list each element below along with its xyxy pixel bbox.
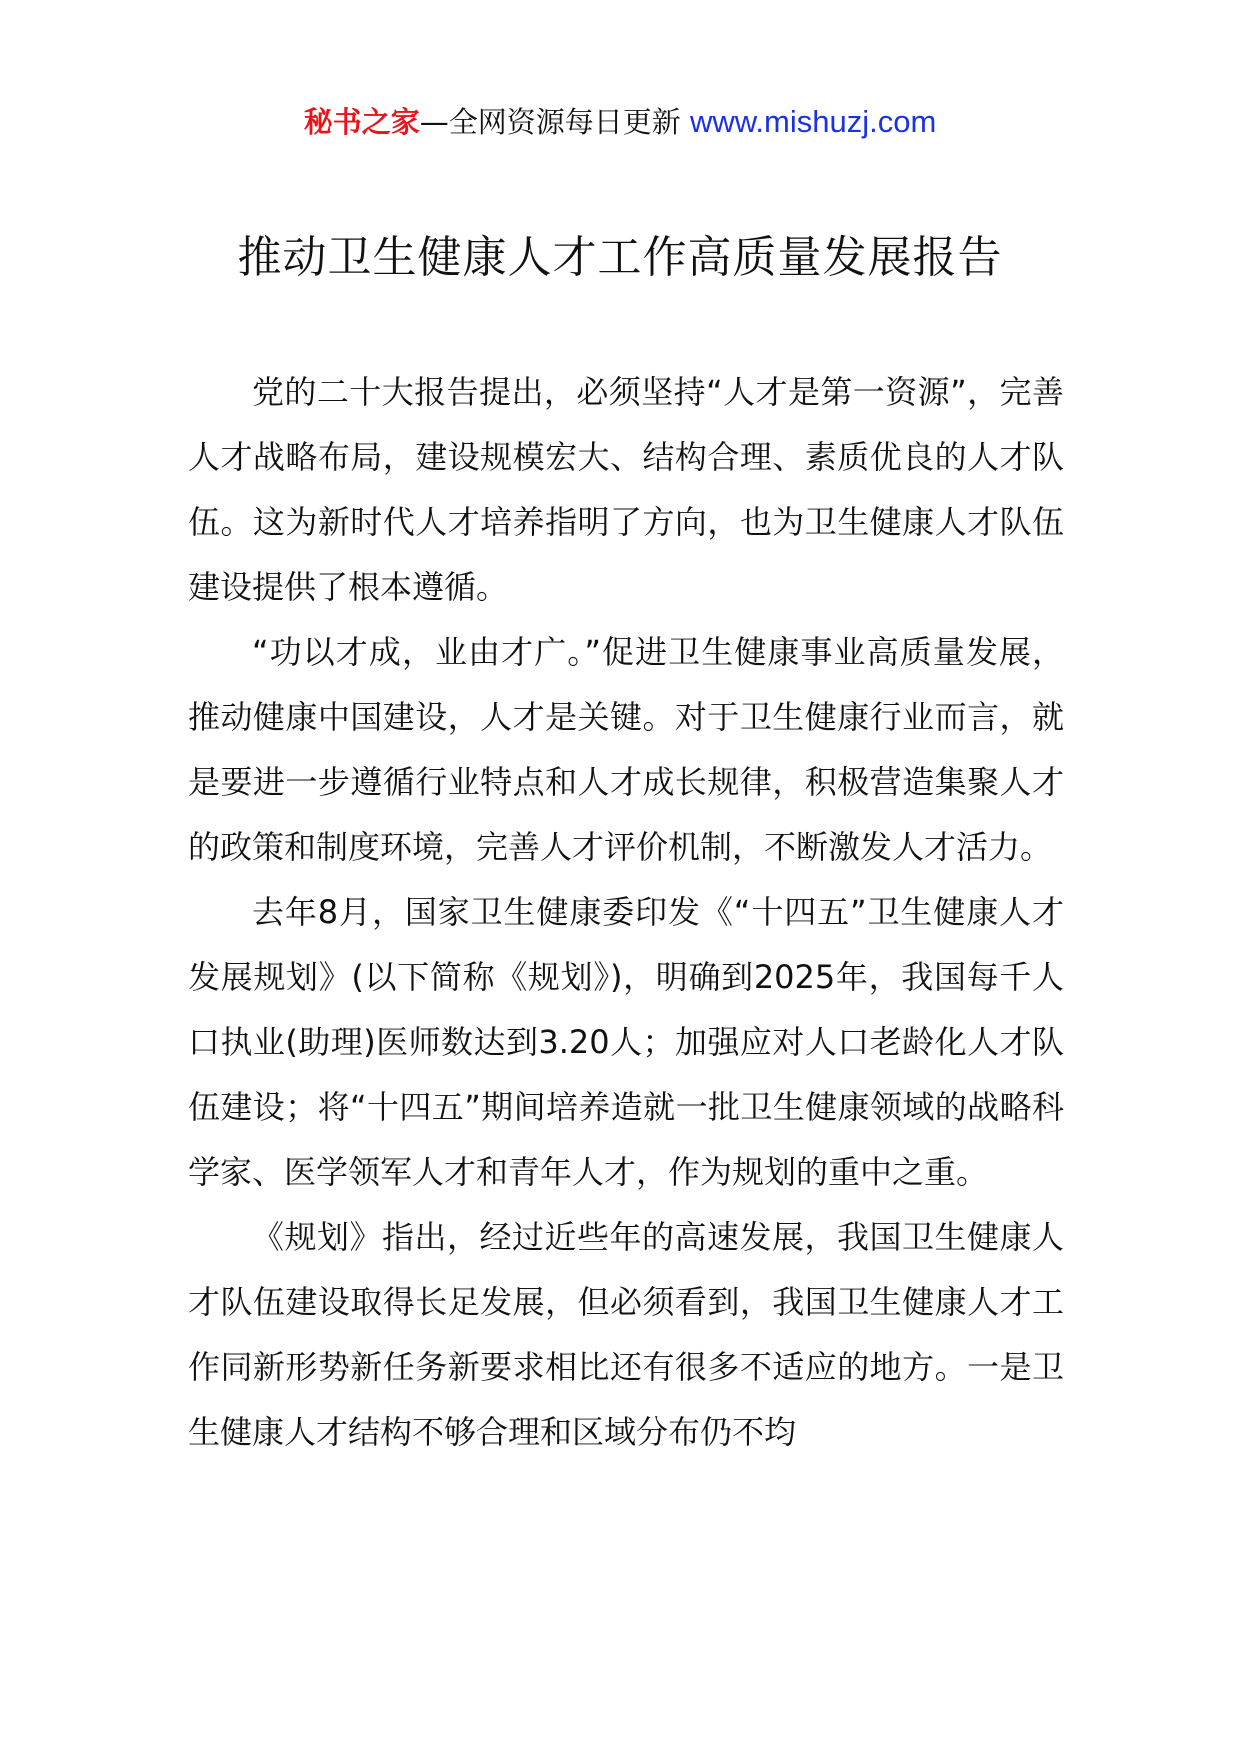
paragraph-4: 《规划》指出，经过近些年的高速发展，我国卫生健康人才队伍建设取得长足发展，但必须看到，我国卫生健康人才工作同新形势新任务新要求相比还有很多不适应的地方。一是卫生健康人才结构不够合理和区域分布仍不均 bbox=[188, 1218, 1064, 1451]
paragraph-2: “功以才成，业由才广。”促进卫生健康事业高质量发展，推动健康中国建设，人才是关键。对于卫生健康行业而言，就是要进一步遵循行业特点和人才成长规律，积极营造集聚人才的政策和制度环境，完善人才评价机制，不断激发人才活力。 bbox=[188, 633, 1064, 866]
paragraph-3: 去年8月，国家卫生健康委印发《“十四五”卫生健康人才发展规划》(以下简称《规划》)，明确到2025年，我国每千人口执业(助理)医师数达到3.20人；加强应对人口老龄化人才队伍建设；将“十四五”期间培养造就一批卫生健康领域的战略科学家、医学领军人才和青年人才，作为规划的重中之重。 bbox=[188, 893, 1064, 1191]
document-body bbox=[188, 360, 1064, 1465]
paragraph-1: 党的二十大报告提出，必须坚持“人才是第一资源”，完善人才战略布局，建设规模宏大、结构合理、素质优良的人才队伍。这为新时代人才培养指明了方向，也为卫生健康人才队伍建设提供了根本遵循。 bbox=[188, 373, 1064, 606]
website-link[interactable]: www.mishuzj.com bbox=[689, 104, 937, 139]
brand-name: 秘书之家 bbox=[303, 105, 420, 139]
document-title: 推动卫生健康人才工作高质量发展报告 bbox=[237, 232, 1003, 283]
watermark-header bbox=[0, 102, 1240, 142]
header-tagline: —全网资源每日更新 bbox=[419, 105, 681, 139]
